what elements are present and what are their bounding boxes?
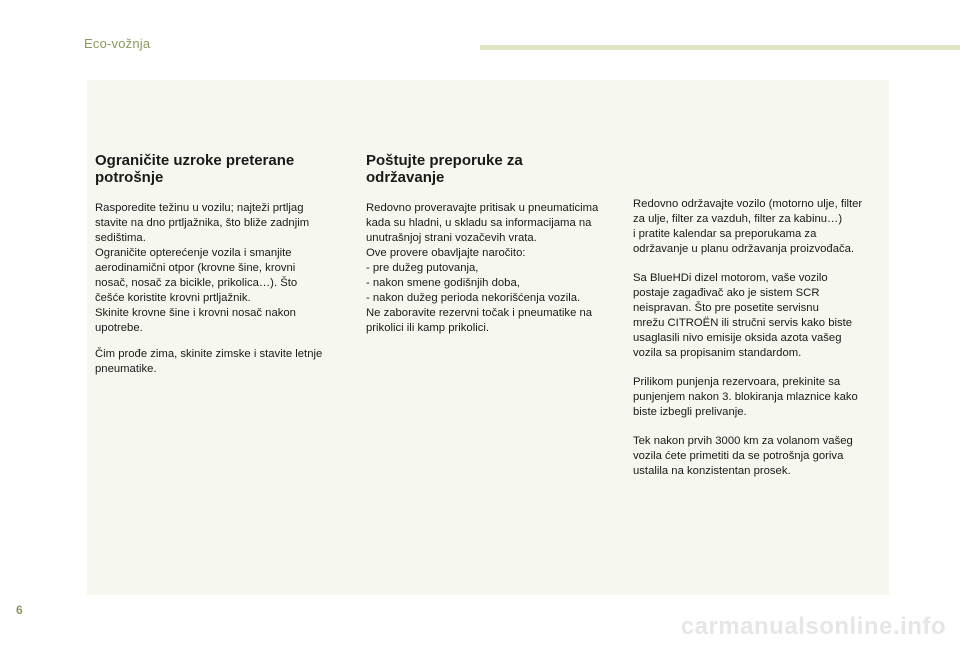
paragraph-refuelling: Prilikom punjenja rezervoara, prekinite sa punjenjem nakon 3. blokiranja mlaznice kako biste izbegli prelivanje. (633, 376, 858, 418)
column-right (633, 197, 883, 493)
paragraph-running-in: Tek nakon prvih 3000 km za volanom vašeg vozila ćete primetiti da se potrošnja goriva ustalila na konzistentan prosek. (633, 435, 853, 477)
paragraph-bluehdi: Sa BlueHDi dizel motorom, vaše vozilo postaje zagađivač ako je sistem SCR neispravan. Što pre posetite servisnu mrežu CITROËN ili stručni servis kako biste usaglasili nivo emisije oksida azota vašeg vozila sa propisanim standardom. (633, 272, 853, 359)
page-number: 6 (16, 603, 23, 617)
paragraph-tyres-season: Čim prođe zima, skinite zimske i stavite letnje pneumatike. (95, 348, 323, 375)
section-heading-maintenance: Poštujte preporuke za održavanje (366, 152, 523, 186)
paragraph-load: Rasporedite težinu u vozilu; najteži prtljag stavite na dno prtljažnika, što bliže zadnjim sedištima. Ograničite opterećenje vozila i smanjite aerodinamični otpor (krovne šine, krovni nosač, nosač za bicikle, prikolica…). Što češće koristite krovni prtljažnik. Skinite krovne šine i krovni nosač nakon upotrebe. (95, 202, 310, 334)
header-accent-bar (480, 45, 960, 50)
section-heading-consumption: Ograničite uzroke preterane potrošnje (95, 152, 295, 186)
header-title: Eco-vožnja (84, 36, 151, 51)
paragraph-service: Redovno održavajte vozilo (motorno ulje, filter za ulje, filter za vazduh, filter za kabinu…) i pratite kalendar sa preporukama za održavanje u planu održavanja proizvođača. (633, 198, 863, 255)
watermark: carmanualsonline.info (680, 613, 946, 640)
column-middle (366, 152, 624, 347)
paragraph-tyre-pressure: Redovno proveravajte pritisak u pneumaticima kada su hladni, u skladu sa informacijama na unutrašnjoj strani vozačevih vrata. Ove provere obavljajte naročito: - pre dužeg putovanja, - nakon smene godišnjih doba, - nakon dužeg perioda nekorišćenja vozila. Ne zaboravite rezervni točak i pneumatike na prikolici ili kamp prikolici. (366, 202, 599, 334)
content-panel (87, 80, 889, 595)
column-left (95, 152, 355, 388)
